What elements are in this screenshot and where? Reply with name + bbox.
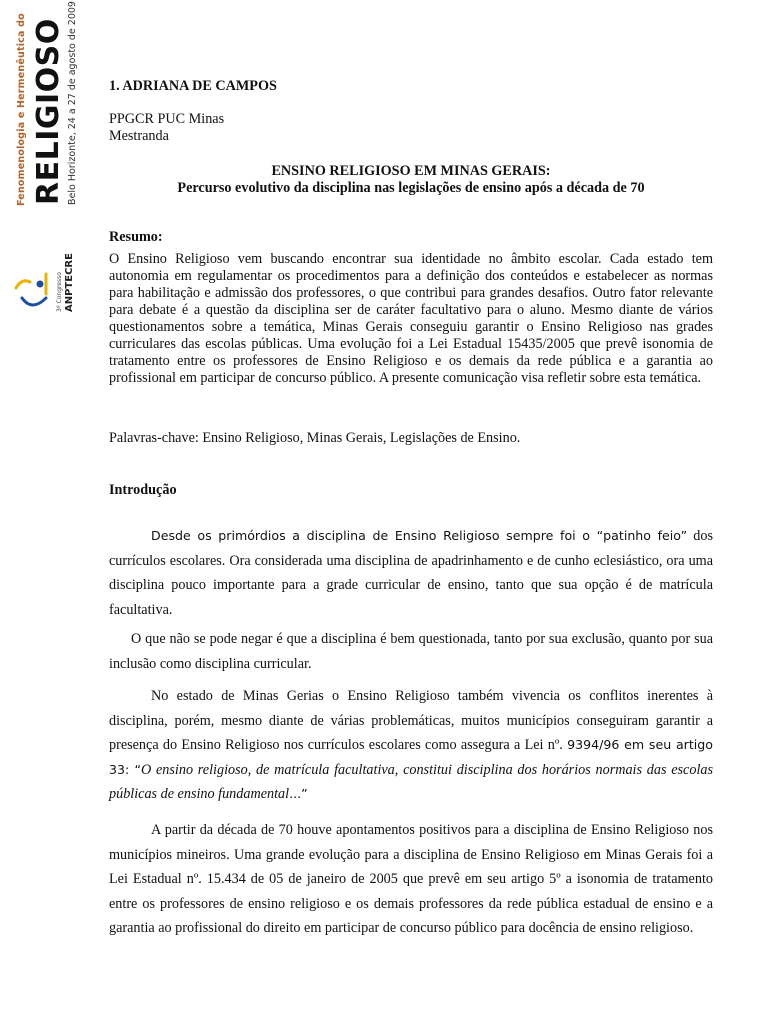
abstract-heading: Resumo: <box>109 229 163 245</box>
intro-p3-text: No estado de Minas Gerias o Ensino Religioso também vivencia os conflitos inerentes à disciplina, porém, mesmo diante de várias problemáticas, muitos municípios conseguiram garantir a presença do Ensino Religioso nos currículos escolares como assegura a Lei nº. <box>109 688 713 754</box>
event-subtitle: Fenomenologia e Hermenêutica do <box>16 13 27 206</box>
event-title: RELIGIOSO <box>31 18 66 205</box>
intro-heading: Introdução <box>109 482 177 498</box>
event-banner <box>0 0 95 1024</box>
author-role: Mestranda <box>109 128 169 144</box>
intro-p1-handwritten: Desde os primórdios a disciplina de Ensino Religioso sempre foi o “patinho feio” <box>151 528 688 543</box>
keywords: Palavras-chave: Ensino Religioso, Minas Gerais, Legislações de Ensino. <box>109 430 521 446</box>
abstract-text: O Ensino Religioso vem buscando encontrar sua identidade no âmbito escolar. Cada estado tem autonomia em regulamentar os procedimentos para a definição dos conteúdos e estabelecer as normas para habilitação e admissão dos professores, o que contribui para grandes desafios. Outro fator relevante para debate é a questão da disciplina ser de caráter facultativo para o aluno. Mesmo diante de vários questionamentos sobre a temática, Minas Gerais conseguiu garantir o Ensino Religioso nas grades curriculares das escolas públicas. Uma evolução foi a Lei Estadual 15435/2005 que prevê isonomia de tratamento entre os professores de Ensino Religioso e os demais da rede pública e a garantia ao profissional em participar de concurso público. A presente comunicação visa refletir sobre esta temática. <box>109 251 713 386</box>
intro-p3-quote: O ensino religioso, de matrícula facultativa, constitui disciplina dos horários normais das escolas públicas de ensino fundamental <box>109 761 713 803</box>
intro-paragraph-1 <box>109 524 713 622</box>
intro-p3-handwritten: 9394/96 em seu artigo 33: “ <box>109 737 713 777</box>
anptecre-logo-icon <box>12 268 54 316</box>
intro-p3-quote-end: ...” <box>289 786 308 802</box>
intro-paragraph-4: A partir da década de 70 houve apontamentos positivos para a disciplina de Ensino Religioso nos municípios mineiros. Uma grande evolução para a disciplina de Ensino Religioso em Minas Gerais foi a Lei Estadual nº. 15.434 de 05 de janeiro de 2005 que prevê em seu artigo 5º a isonomia de tratamento entre os professores de ensino religioso e os demais professores da rede pública estadual de ensino e a garantia ao profissional do direito em participar de concurso público para docência de ensino religioso. <box>109 822 713 937</box>
intro-paragraph-3 <box>109 684 713 807</box>
org-name: ANPTECRE <box>64 253 75 312</box>
intro-p1-text: dos currículos escolares. Ora considerada uma disciplina de apadrinhamento e de cunho eclesiástico, ora uma disciplina pouco importante para a grade curricular de ensino, tanto que sua opção é de matrícula facultativa. <box>109 528 713 618</box>
paper-subtitle: Percurso evolutivo da disciplina nas legislações de ensino após a década de 70 <box>177 180 645 196</box>
author-affiliation: PPGCR PUC Minas <box>109 111 225 127</box>
intro-paragraph-2: O que não se pode negar é que a disciplina é bem questionada, tanto por sua exclusão, quanto por sua inclusão como disciplina curricular. <box>109 631 713 672</box>
author-heading: 1. ADRIANA DE CAMPOS <box>109 78 277 94</box>
org-edition: 3º Congresso <box>56 272 63 312</box>
paper-title: ENSINO RELIGIOSO EM MINAS GERAIS: <box>271 163 551 179</box>
event-date: Belo Horizonte, 24 a 27 de agosto de 2009 <box>67 1 78 205</box>
